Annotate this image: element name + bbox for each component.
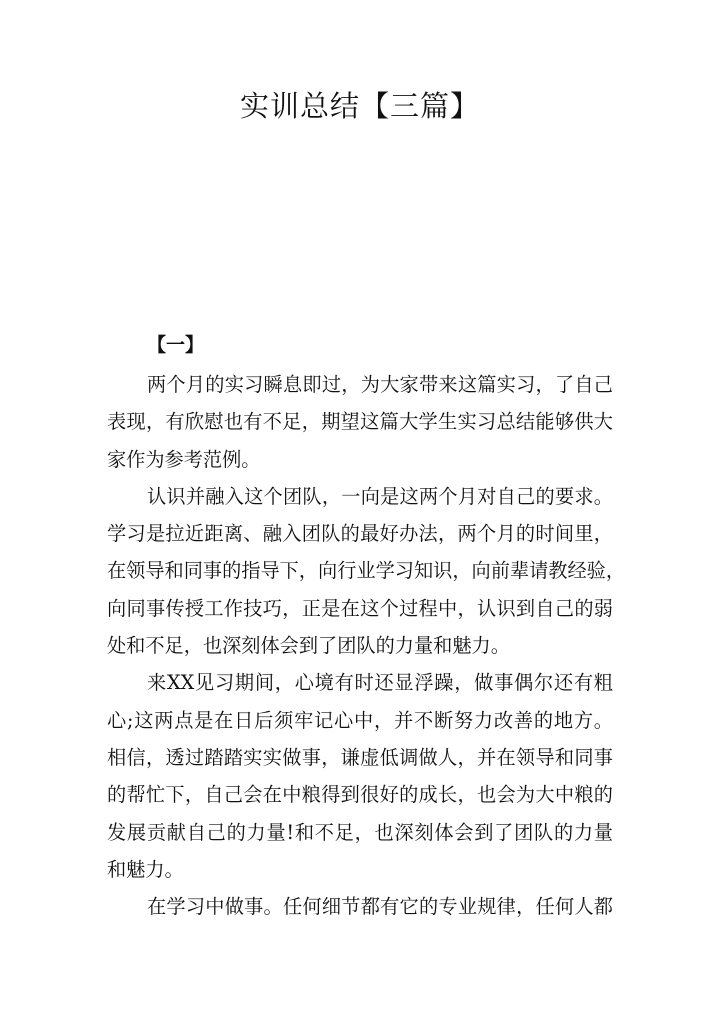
text-line: 在领导和同事的指导下，向行业学习知识，向前辈请教经验，	[107, 559, 626, 583]
text-line: 的帮忙下，自己会在中粮得到很好的成长，也会为大中粮的	[107, 783, 613, 807]
text-line: 学习是拉近距离、融入团队的最好办法，两个月的时间里，	[107, 522, 613, 546]
text-line: 向同事传授工作技巧，正是在这个过程中，认识到自己的弱	[107, 596, 613, 620]
text-line: 家作为参考范例。	[107, 447, 261, 471]
text-line: 在学习中做事。任何细节都有它的专业规律，任何人都	[147, 895, 613, 919]
text-line: 两个月的实习瞬息即过，为大家带来这篇实习，了自己	[147, 373, 613, 396]
text-line: 处和不足，也深刻体会到了团队的力量和魅力。	[107, 634, 510, 658]
document-body	[107, 366, 626, 925]
document-title: 实训总结【三篇】	[239, 89, 480, 123]
text-line: 心;这两点是在日后须牢记心中，并不断努力改善的地方。	[107, 708, 613, 732]
text-line: 来XX见习期间，心境有时还显浮躁，做事偶尔还有粗	[147, 671, 613, 695]
text-line: 相信，透过踏踏实实做事，谦虚低调做人，并在领导和同事	[107, 745, 613, 769]
section-heading: 【一】	[147, 334, 205, 356]
text-line: 认识并融入这个团队，一向是这两个月对自己的要求。	[147, 484, 613, 508]
text-line: 发展贡献自己的力量!和不足，也深刻体会到了团队的力量	[107, 820, 613, 844]
text-line: 和魅力。	[107, 857, 184, 881]
text-line: 表现，有欣慰也有不足，期望这篇大学生实习总结能够供大	[107, 410, 613, 434]
